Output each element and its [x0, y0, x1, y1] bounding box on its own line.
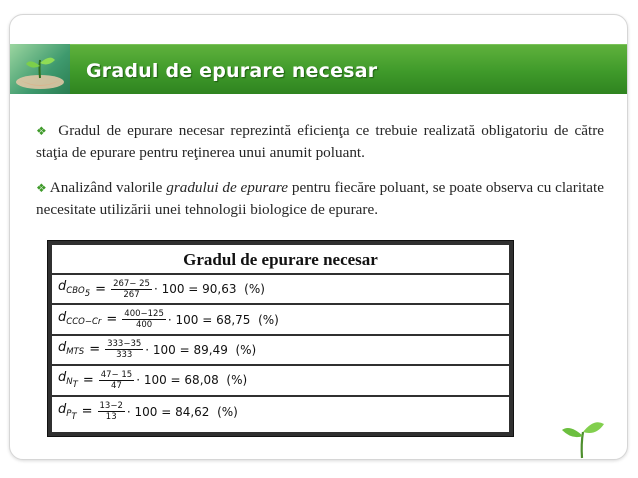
paragraph-definition [36, 120, 604, 163]
table-row [52, 366, 509, 396]
variable-subscript [66, 377, 78, 391]
formula-variable [58, 310, 101, 330]
variable-subscript [66, 347, 84, 357]
variable-symbol: d [58, 339, 67, 355]
subscript-text: N [66, 377, 73, 388]
paragraph-analysis [36, 177, 604, 220]
variable-subscript [66, 317, 101, 327]
fraction-denominator: 333 [116, 350, 133, 361]
formula-variable [58, 370, 78, 390]
fraction [111, 279, 152, 300]
paragraph-analysis-text-before: Analizând valorile [49, 179, 167, 196]
fraction-numerator: 333−35 [107, 339, 142, 350]
subscript-text: CCO−Cr [66, 316, 102, 327]
formula-result: · 100 = 68,08 (%) [136, 373, 248, 388]
fraction-denominator: 400 [135, 320, 153, 331]
variable-symbol: d [58, 279, 67, 295]
sprout-icon [556, 410, 608, 460]
equals-sign: = [82, 372, 94, 388]
fraction-denominator: 13 [105, 412, 117, 423]
diamond-bullet-icon: ❖ [36, 124, 50, 138]
fraction [122, 309, 166, 330]
subscript-index: T [72, 380, 78, 391]
fraction [105, 339, 143, 360]
table-row [52, 336, 509, 366]
variable-symbol: d [58, 401, 67, 417]
subscript-index: 5 [84, 289, 91, 300]
equals-sign: = [81, 404, 93, 420]
formula-table [47, 240, 514, 437]
subscript-text: CBO [66, 286, 85, 297]
fraction-denominator: 47 [111, 380, 122, 391]
table-row [52, 305, 509, 335]
fraction-numerator: 400−125 [124, 309, 164, 320]
fraction [98, 401, 125, 422]
formula-result: · 100 = 84,62 (%) [126, 404, 238, 419]
formula-result: · 100 = 68,75 (%) [167, 312, 279, 327]
paragraph-definition-text: Gradul de epurare necesar reprezintă eficienţa ce trebuie realizată obligatoriu de către staţia de epurare pentru reţinerea unui anumit poluant. [36, 122, 605, 161]
fraction-denominator: 267 [123, 289, 140, 300]
formula-variable [58, 279, 90, 299]
paragraph-analysis-italic: gradului de epurare [166, 179, 289, 196]
formula-result: · 100 = 90,63 (%) [153, 282, 265, 297]
equals-sign: = [89, 342, 101, 358]
paragraph-analysis-text-after: pentru fiecăre poluant, se poate observa cu claritate necesitate utilizării unei tehnologii biologice de epurare. [36, 179, 604, 218]
table-row [52, 275, 509, 305]
table-row [52, 397, 509, 427]
subscript-index: T [71, 411, 77, 422]
subscript-text: MTS [66, 346, 85, 357]
fraction-numerator: 267− 25 [113, 278, 150, 289]
formula-table-inner [52, 245, 509, 432]
hands-plant-logo-icon [10, 44, 70, 94]
table-header: Gradul de epurare necesar [52, 245, 509, 275]
variable-subscript [66, 408, 77, 422]
formula-variable [58, 340, 84, 360]
equals-sign: = [95, 281, 107, 297]
variable-symbol: d [58, 309, 67, 325]
variable-symbol: d [58, 370, 67, 386]
equals-sign: = [106, 312, 118, 328]
fraction-numerator: 47− 15 [100, 369, 133, 380]
formula-result: · 100 = 89,49 (%) [145, 342, 257, 357]
variable-subscript [66, 286, 91, 300]
subscript-text: P [66, 408, 72, 419]
fraction [99, 370, 134, 391]
diamond-bullet-icon: ❖ [36, 181, 47, 195]
page-title: Gradul de epurare necesar [86, 60, 378, 82]
formula-variable [58, 402, 77, 422]
fraction-numerator: 13−2 [99, 401, 123, 412]
